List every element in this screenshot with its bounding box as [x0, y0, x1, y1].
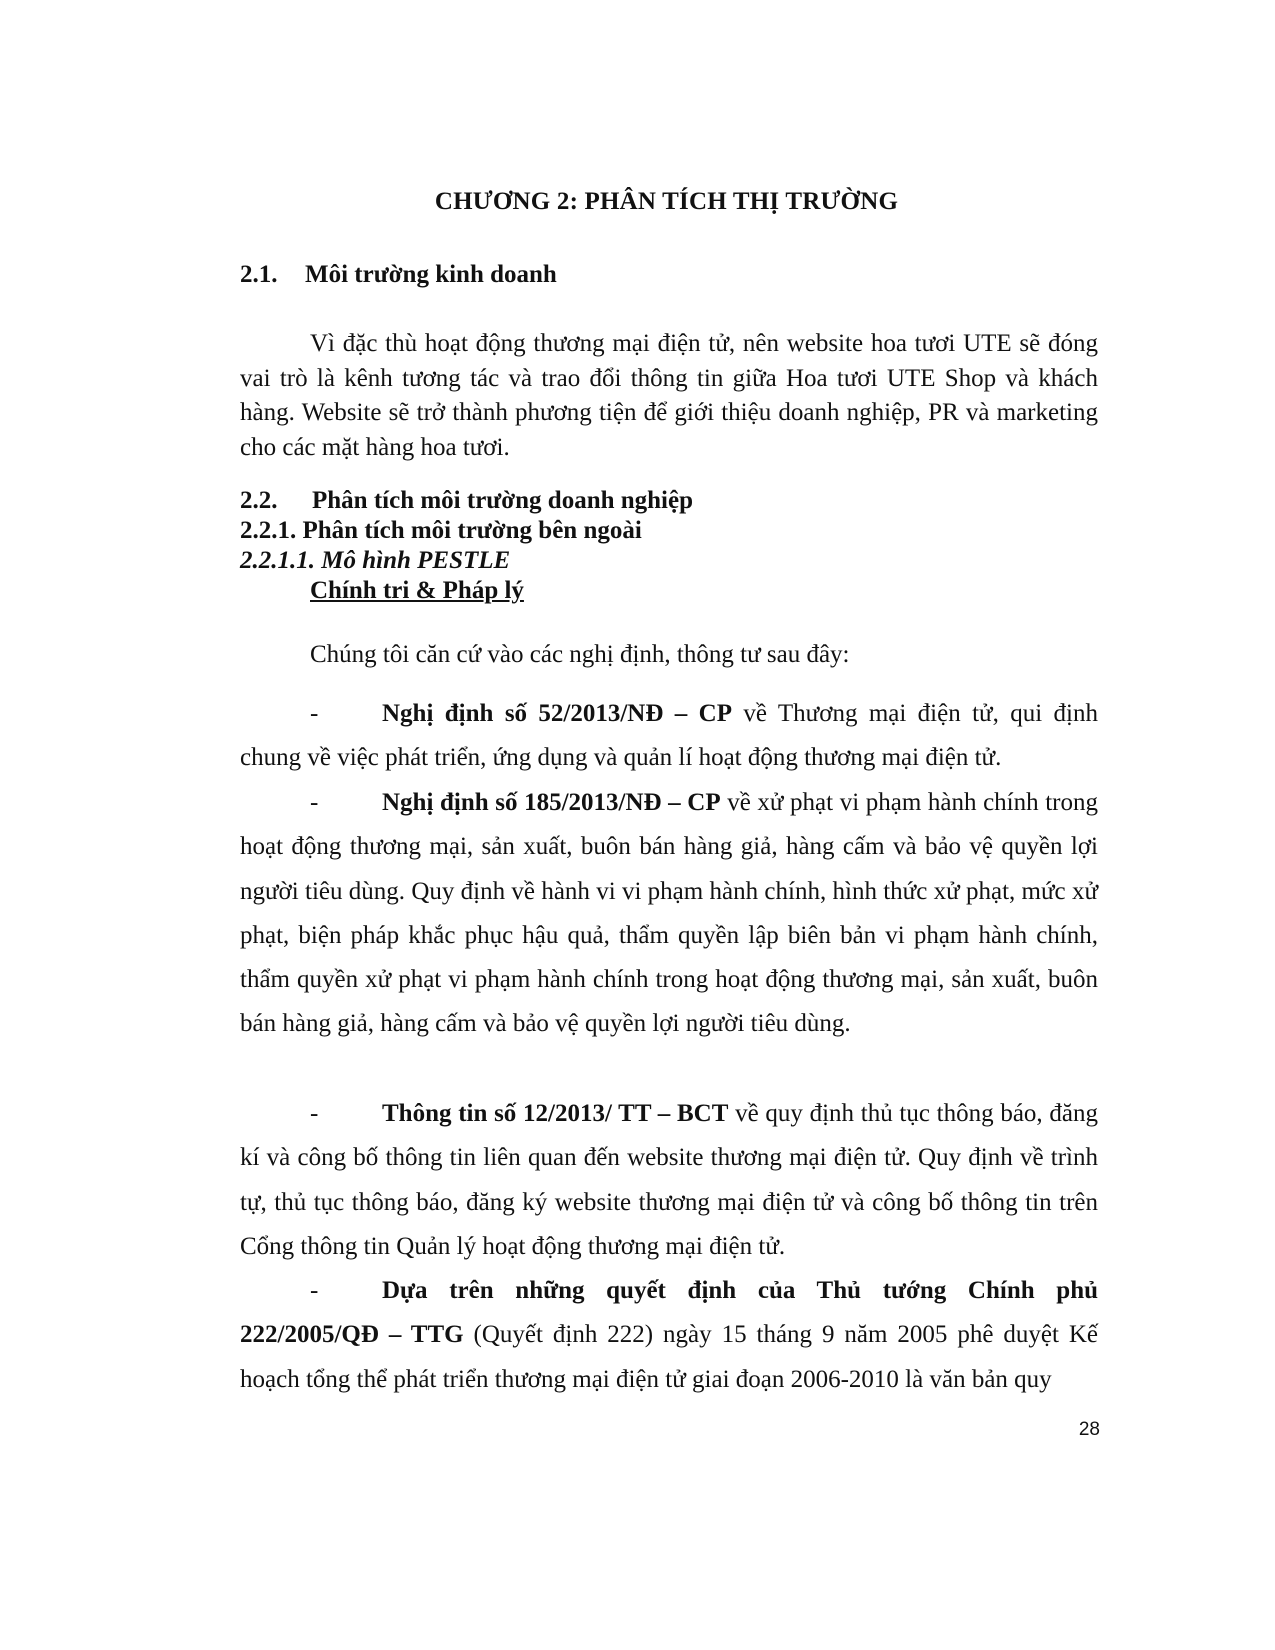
subsection-2-2-1-title: 2.2.1. Phân tích môi trường bên ngoài: [240, 517, 642, 544]
regulation-name: Nghị định số 185/2013/NĐ – CP: [382, 789, 721, 816]
regulation-name: Thông tin số 12/2013/ TT – BCT: [382, 1100, 729, 1127]
list-dash: -: [310, 789, 319, 816]
section-2-1-heading: [240, 260, 1098, 290]
regulation-name: Nghị định số 52/2013/NĐ – CP: [382, 700, 732, 727]
chapter-title: CHƯƠNG 2: PHÂN TÍCH THỊ TRƯỜNG: [434, 188, 899, 215]
regulation-item-1: [240, 692, 1098, 781]
section-2-2-number: 2.2.: [240, 487, 278, 514]
regulation-text: về quy định thủ tục thông báo, đăng kí và công bố thông tin liên quan đến website thương mại điện tử. Quy định về trình tự, thủ tục thông báo, đăng ký website thương mại điện tử và công bố thông tin trên Cổng thông tin Quản lý hoạt động thương mại điện tử.: [240, 1100, 1098, 1260]
section-2-1-paragraph: Vì đặc thù hoạt động thương mại điện tử, nên website hoa tươi UTE sẽ đóng vai trò là kênh tương tác và trao đổi thông tin giữa Hoa tươi UTE Shop và khách hàng. Website sẽ trở thành phương tiện để giới thiệu doanh nghiệp, PR và marketing cho các mặt hàng hoa tươi.: [240, 330, 1098, 461]
regulation-item-3: [240, 1092, 1098, 1269]
list-dash: -: [310, 700, 319, 727]
pestle-political-legal-heading: Chính tri & Pháp lý: [310, 577, 524, 604]
section-2-1-number: 2.1.: [240, 261, 278, 288]
regulation-text: (Quyết định 222) ngày 15 tháng 9 năm 2005 phê duyệt Kế hoạch tổng thể phát triển thương mại điện tử giai đoạn 2006-2010 là văn bản quy: [240, 1321, 1098, 1393]
page-number: 28: [1078, 1419, 1100, 1440]
regulation-item-2: [240, 781, 1098, 1047]
list-dash: -: [310, 1100, 319, 1127]
list-dash: -: [310, 1277, 319, 1304]
regulation-item-4: [240, 1269, 1098, 1402]
section-2-2-headings: [240, 486, 1098, 606]
subsection-2-2-1-1-title: 2.2.1.1. Mô hình PESTLE: [240, 547, 511, 574]
intro-block: [240, 638, 1098, 672]
section-2-2-title: Phân tích môi trường doanh nghiệp: [312, 487, 694, 514]
regulation-text: về Thương mại điện tử, qui định chung về việc phát triển, ứng dụng và quản lí hoạt động thương mại điện tử.: [240, 700, 1098, 772]
regulation-name: Dựa trên những quyết định của Thủ tướng Chính phủ 222/2005/QĐ – TTG: [240, 1277, 1098, 1349]
regulations-intro: Chúng tôi căn cứ vào các nghị định, thông tư sau đây:: [310, 641, 850, 668]
regulation-text: về xử phạt vi phạm hành chính trong hoạt động thương mại, sản xuất, buôn bán hàng giả, hàng cấm và bảo vệ quyền lợi người tiêu dùng. Quy định về hành vi vi phạm hành chính, hình thức xử phạt, mức xử phạt, biện pháp khắc phục hậu quả, thẩm quyền lập biên bản vi phạm hành chính, thẩm quyền xử phạt vi phạm hành chính trong hoạt động thương mại, sản xuất, buôn bán hàng giả, hàng cấm và bảo vệ quyền lợi người tiêu dùng.: [240, 789, 1098, 1038]
section-2-1-title: Môi trường kinh doanh: [305, 261, 557, 288]
section-2-1-paragraph-block: [240, 327, 1098, 465]
